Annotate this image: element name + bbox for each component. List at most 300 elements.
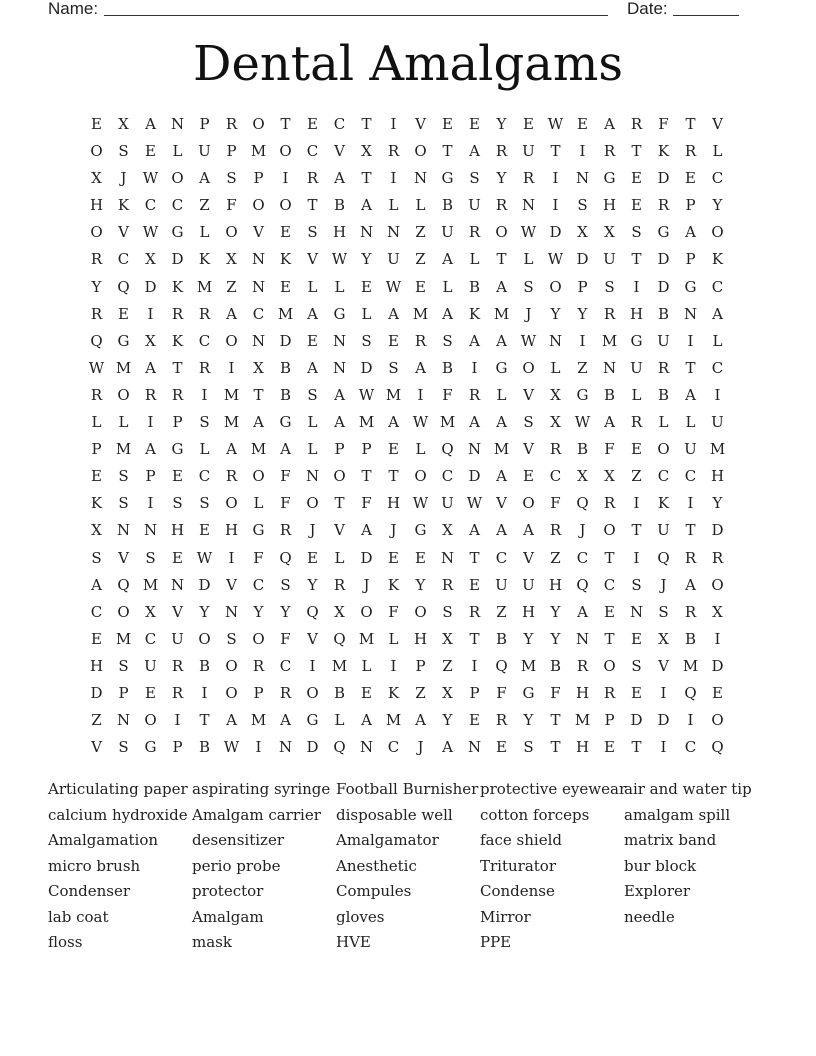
grid-letter: O bbox=[225, 683, 238, 702]
word-bank-column bbox=[192, 777, 336, 956]
grid-letter: I bbox=[147, 494, 154, 513]
grid-letter: U bbox=[684, 440, 697, 459]
grid-row bbox=[83, 111, 731, 138]
grid-letter: F bbox=[388, 602, 399, 621]
grid-letter: H bbox=[170, 521, 185, 540]
grid-letter: P bbox=[334, 440, 345, 459]
grid-letter: Q bbox=[684, 683, 697, 702]
grid-letter: L bbox=[496, 385, 507, 404]
grid-letter: V bbox=[415, 115, 426, 133]
grid-letter: Z bbox=[415, 223, 426, 242]
grid-letter: N bbox=[278, 738, 293, 757]
grid-letter: I bbox=[471, 656, 478, 675]
word-bank-column bbox=[336, 777, 480, 956]
grid-letter: M bbox=[115, 629, 132, 648]
grid-letter: M bbox=[331, 656, 348, 675]
grid-letter: R bbox=[495, 196, 508, 215]
grid-letter: V bbox=[712, 115, 723, 133]
grid-letter: B bbox=[495, 629, 508, 648]
grid-letter: D bbox=[711, 521, 724, 540]
grid-letter: T bbox=[442, 142, 453, 161]
grid-letter: C bbox=[657, 467, 670, 486]
word-bank-item: gloves bbox=[336, 907, 385, 926]
grid-letter: E bbox=[415, 277, 426, 296]
grid-letter: V bbox=[334, 142, 345, 161]
word-bank-item: bur block bbox=[624, 856, 697, 875]
grid-row bbox=[83, 436, 731, 463]
grid-letter: C bbox=[306, 142, 319, 161]
grid-letter: E bbox=[631, 440, 642, 459]
word-bank-item: Triturator bbox=[480, 856, 557, 875]
grid-letter: B bbox=[657, 385, 670, 404]
grid-letter: L bbox=[334, 277, 345, 296]
grid-letter: E bbox=[118, 304, 129, 323]
grid-letter: D bbox=[90, 683, 103, 702]
grid-letter: S bbox=[631, 575, 642, 594]
grid-letter: N bbox=[575, 629, 590, 648]
grid-letter: E bbox=[712, 683, 723, 702]
grid-letter: T bbox=[307, 196, 318, 215]
grid-letter: Q bbox=[90, 331, 103, 350]
word-bank-item: HVE bbox=[336, 933, 371, 951]
grid-letter: A bbox=[496, 331, 507, 350]
grid-letter: B bbox=[468, 277, 481, 296]
grid-letter: W bbox=[385, 277, 402, 296]
grid-letter: L bbox=[415, 196, 426, 215]
grid-letter: Q bbox=[495, 656, 508, 675]
grid-letter: T bbox=[685, 358, 696, 377]
name-blank-line bbox=[104, 15, 608, 16]
grid-letter: O bbox=[171, 169, 184, 188]
grid-letter: B bbox=[684, 629, 697, 648]
grid-letter: Z bbox=[415, 250, 426, 269]
word-bank-item: face shield bbox=[480, 831, 562, 849]
grid-letter: J bbox=[579, 521, 586, 540]
grid-letter: T bbox=[604, 548, 615, 567]
grid-letter: H bbox=[710, 467, 725, 486]
grid-letter: S bbox=[361, 331, 372, 350]
grid-letter: F bbox=[550, 494, 561, 513]
grid-letter: E bbox=[631, 683, 642, 702]
grid-letter: A bbox=[604, 413, 615, 432]
grid-letter: E bbox=[172, 548, 183, 567]
grid-letter: A bbox=[523, 521, 534, 540]
word-bank-item: lab coat bbox=[48, 907, 109, 926]
grid-letter: P bbox=[172, 413, 183, 432]
grid-letter: F bbox=[658, 115, 669, 133]
grid-letter: P bbox=[415, 656, 426, 675]
word-bank-item: protective eyewear bbox=[480, 780, 627, 798]
grid-letter: I bbox=[714, 629, 721, 648]
grid-letter: W bbox=[196, 548, 213, 567]
grid-letter: O bbox=[279, 142, 292, 161]
grid-letter: X bbox=[442, 521, 453, 540]
grid-letter: T bbox=[685, 115, 696, 133]
grid-letter: B bbox=[198, 738, 211, 757]
grid-letter: K bbox=[711, 250, 724, 269]
grid-letter: I bbox=[147, 413, 154, 432]
word-bank-item: air and water tip bbox=[624, 780, 752, 798]
grid-letter: I bbox=[633, 548, 640, 567]
grid-letter: S bbox=[307, 385, 318, 404]
grid-letter: N bbox=[143, 521, 158, 540]
grid-letter: I bbox=[552, 196, 559, 215]
grid-letter: C bbox=[684, 738, 697, 757]
grid-letter: D bbox=[657, 250, 670, 269]
grid-letter: E bbox=[199, 521, 210, 540]
grid-row bbox=[83, 246, 731, 273]
grid-letter: E bbox=[307, 115, 318, 133]
grid-letter: P bbox=[145, 467, 156, 486]
grid-letter: B bbox=[603, 385, 616, 404]
grid-letter: W bbox=[223, 738, 240, 757]
grid-letter: O bbox=[414, 602, 427, 621]
grid-letter: G bbox=[576, 385, 589, 404]
grid-letter: R bbox=[90, 304, 103, 323]
grid-row bbox=[83, 192, 731, 219]
grid-letter: E bbox=[523, 467, 534, 486]
grid-letter: S bbox=[631, 656, 642, 675]
word-bank-item: Amalgam carrier bbox=[192, 805, 321, 824]
grid-letter: K bbox=[171, 277, 184, 296]
grid-letter: M bbox=[250, 142, 267, 161]
grid-letter: G bbox=[684, 277, 697, 296]
grid-letter: H bbox=[224, 521, 239, 540]
grid-letter: R bbox=[279, 521, 292, 540]
grid-letter: Y bbox=[577, 304, 588, 323]
grid-letter: J bbox=[309, 521, 316, 540]
grid-letter: J bbox=[120, 169, 127, 188]
grid-letter: A bbox=[577, 602, 588, 621]
grid-letter: V bbox=[91, 738, 102, 757]
grid-letter: I bbox=[687, 494, 694, 513]
grid-letter: L bbox=[388, 629, 399, 648]
grid-letter: U bbox=[468, 196, 481, 215]
grid-letter: Q bbox=[279, 548, 292, 567]
grid-letter: L bbox=[469, 250, 480, 269]
grid-letter: I bbox=[471, 358, 478, 377]
grid-letter: S bbox=[577, 196, 588, 215]
grid-letter: K bbox=[90, 494, 103, 513]
grid-letter: Q bbox=[657, 548, 670, 567]
grid-letter: A bbox=[469, 413, 480, 432]
grid-letter: Z bbox=[631, 467, 642, 486]
word-bank-item: disposable well bbox=[336, 805, 453, 824]
grid-letter: C bbox=[333, 115, 346, 133]
grid-letter: I bbox=[390, 656, 397, 675]
name-date-header bbox=[48, 0, 748, 20]
grid-letter: E bbox=[307, 331, 318, 350]
grid-letter: N bbox=[251, 250, 266, 269]
grid-letter: Y bbox=[280, 602, 291, 621]
grid-letter: O bbox=[522, 358, 535, 377]
grid-row bbox=[83, 545, 731, 572]
grid-letter: T bbox=[496, 250, 507, 269]
grid-letter: B bbox=[333, 683, 346, 702]
grid-letter: A bbox=[685, 575, 696, 594]
grid-letter: C bbox=[144, 629, 157, 648]
grid-letter: V bbox=[334, 521, 345, 540]
grid-letter: O bbox=[252, 115, 265, 133]
grid-letter: P bbox=[253, 683, 264, 702]
grid-letter: Q bbox=[333, 629, 346, 648]
grid-letter: N bbox=[116, 521, 131, 540]
grid-letter: N bbox=[170, 575, 185, 594]
grid-letter: Y bbox=[91, 277, 102, 296]
grid-letter: A bbox=[280, 440, 291, 459]
grid-letter: P bbox=[118, 683, 129, 702]
grid-letter: M bbox=[115, 358, 132, 377]
grid-letter: H bbox=[602, 196, 617, 215]
grid-letter: R bbox=[171, 656, 184, 675]
grid-letter: V bbox=[172, 602, 183, 621]
grid-letter: F bbox=[442, 385, 453, 404]
grid-letter: A bbox=[307, 358, 318, 377]
grid-letter: K bbox=[198, 250, 211, 269]
grid-letter: I bbox=[579, 142, 586, 161]
grid-letter: W bbox=[412, 494, 429, 513]
grid-letter: O bbox=[252, 629, 265, 648]
grid-letter: U bbox=[441, 223, 454, 242]
grid-letter: M bbox=[223, 385, 240, 404]
grid-letter: R bbox=[684, 548, 697, 567]
grid-letter: R bbox=[549, 521, 562, 540]
grid-letter: R bbox=[684, 142, 697, 161]
grid-letter: J bbox=[660, 575, 667, 594]
grid-letter: X bbox=[145, 250, 156, 269]
word-bank-item: protector bbox=[192, 882, 264, 900]
grid-letter: T bbox=[469, 629, 480, 648]
grid-letter: A bbox=[496, 521, 507, 540]
grid-letter: R bbox=[279, 683, 292, 702]
grid-letter: H bbox=[332, 223, 347, 242]
grid-letter: V bbox=[118, 548, 129, 567]
grid-letter: I bbox=[228, 358, 235, 377]
grid-letter: M bbox=[385, 711, 402, 730]
grid-letter: T bbox=[631, 521, 642, 540]
grid-letter: W bbox=[466, 494, 483, 513]
grid-letter: I bbox=[633, 494, 640, 513]
grid-letter: S bbox=[307, 223, 318, 242]
grid-letter: S bbox=[226, 169, 237, 188]
grid-letter: F bbox=[361, 494, 372, 513]
grid-letter: D bbox=[549, 223, 562, 242]
grid-letter: X bbox=[712, 602, 723, 621]
date-blank-line bbox=[673, 15, 739, 16]
grid-letter: R bbox=[468, 602, 481, 621]
grid-letter: X bbox=[604, 223, 615, 242]
grid-letter: X bbox=[334, 602, 345, 621]
grid-letter: E bbox=[631, 629, 642, 648]
grid-letter: L bbox=[199, 440, 210, 459]
grid-letter: W bbox=[547, 115, 564, 133]
grid-letter: T bbox=[550, 738, 561, 757]
grid-letter: B bbox=[279, 385, 292, 404]
grid-letter: I bbox=[282, 169, 289, 188]
grid-letter: C bbox=[144, 196, 157, 215]
grid-letter: Y bbox=[361, 250, 372, 269]
grid-letter: R bbox=[468, 385, 481, 404]
grid-row bbox=[83, 382, 731, 409]
grid-letter: A bbox=[469, 521, 480, 540]
grid-letter: V bbox=[118, 223, 129, 242]
grid-row bbox=[83, 490, 731, 517]
grid-letter: D bbox=[630, 711, 643, 730]
grid-letter: B bbox=[333, 196, 346, 215]
word-bank-item: floss bbox=[48, 933, 83, 951]
word-bank-item: PPE bbox=[480, 933, 512, 951]
grid-letter: Y bbox=[442, 711, 453, 730]
grid-letter: O bbox=[549, 277, 562, 296]
grid-letter: D bbox=[576, 250, 589, 269]
grid-letter: I bbox=[390, 115, 397, 133]
grid-row bbox=[83, 734, 731, 761]
grid-letter: C bbox=[198, 467, 211, 486]
grid-letter: C bbox=[711, 277, 724, 296]
grid-letter: R bbox=[522, 169, 535, 188]
grid-letter: A bbox=[334, 169, 345, 188]
grid-letter: Q bbox=[441, 440, 454, 459]
grid-letter: K bbox=[387, 683, 400, 702]
grid-letter: A bbox=[145, 358, 156, 377]
grid-row bbox=[83, 572, 731, 599]
grid-letter: L bbox=[361, 304, 372, 323]
grid-letter: E bbox=[685, 169, 696, 188]
grid-letter: P bbox=[577, 277, 588, 296]
grid-letter: H bbox=[89, 196, 104, 215]
grid-letter: M bbox=[493, 440, 510, 459]
grid-letter: Y bbox=[712, 494, 723, 513]
grid-letter: M bbox=[142, 575, 159, 594]
grid-letter: N bbox=[359, 223, 374, 242]
grid-letter: S bbox=[118, 738, 129, 757]
grid-row bbox=[83, 219, 731, 246]
grid-letter: P bbox=[469, 683, 480, 702]
grid-letter: O bbox=[414, 142, 427, 161]
grid-letter: F bbox=[280, 467, 291, 486]
grid-letter: G bbox=[657, 223, 670, 242]
grid-letter: M bbox=[358, 413, 375, 432]
grid-letter: H bbox=[521, 602, 536, 621]
grid-letter: E bbox=[91, 115, 102, 133]
grid-letter: N bbox=[440, 548, 455, 567]
grid-letter: O bbox=[522, 494, 535, 513]
grid-letter: L bbox=[334, 548, 345, 567]
grid-letter: D bbox=[711, 656, 724, 675]
grid-letter: Y bbox=[496, 169, 507, 188]
grid-letter: O bbox=[360, 602, 373, 621]
grid-letter: N bbox=[332, 331, 347, 350]
grid-letter: S bbox=[388, 358, 399, 377]
grid-letter: O bbox=[252, 467, 265, 486]
grid-letter: C bbox=[711, 358, 724, 377]
grid-letter: X bbox=[226, 250, 237, 269]
grid-letter: N bbox=[683, 304, 698, 323]
grid-letter: L bbox=[91, 413, 102, 432]
grid-letter: M bbox=[196, 277, 213, 296]
grid-letter: Z bbox=[226, 277, 237, 296]
grid-letter: A bbox=[685, 223, 696, 242]
grid-letter: T bbox=[280, 115, 291, 133]
grid-letter: W bbox=[142, 223, 159, 242]
grid-letter: G bbox=[441, 169, 454, 188]
grid-letter: X bbox=[253, 358, 264, 377]
grid-letter: N bbox=[629, 602, 644, 621]
grid-letter: P bbox=[604, 711, 615, 730]
name-label: Name: bbox=[48, 0, 99, 18]
grid-letter: O bbox=[603, 656, 616, 675]
grid-letter: R bbox=[630, 413, 643, 432]
grid-letter: K bbox=[387, 575, 400, 594]
grid-letter: H bbox=[629, 304, 644, 323]
date-label: Date: bbox=[627, 0, 668, 18]
grid-letter: I bbox=[552, 169, 559, 188]
grid-letter: H bbox=[548, 575, 563, 594]
grid-letter: T bbox=[253, 385, 264, 404]
grid-letter: L bbox=[307, 277, 318, 296]
grid-letter: C bbox=[198, 331, 211, 350]
grid-letter: R bbox=[198, 304, 211, 323]
grid-letter: V bbox=[307, 629, 318, 648]
grid-letter: R bbox=[414, 331, 427, 350]
grid-letter: Y bbox=[415, 575, 426, 594]
grid-letter: T bbox=[361, 467, 372, 486]
grid-letter: R bbox=[441, 575, 454, 594]
grid-letter: T bbox=[361, 115, 372, 133]
grid-letter: L bbox=[415, 440, 426, 459]
grid-letter: V bbox=[523, 548, 534, 567]
grid-letter: K bbox=[657, 494, 670, 513]
grid-letter: I bbox=[660, 738, 667, 757]
grid-letter: A bbox=[604, 115, 615, 133]
grid-letter: T bbox=[469, 548, 480, 567]
grid-letter: E bbox=[388, 440, 399, 459]
grid-letter: S bbox=[280, 575, 291, 594]
word-bank-item: Condense bbox=[480, 882, 555, 900]
grid-letter: N bbox=[251, 277, 266, 296]
grid-letter: L bbox=[685, 413, 696, 432]
grid-letter: W bbox=[574, 413, 591, 432]
grid-letter: T bbox=[631, 738, 642, 757]
grid-letter: D bbox=[657, 169, 670, 188]
grid-letter: G bbox=[333, 304, 346, 323]
grid-letter: I bbox=[633, 277, 640, 296]
grid-letter: T bbox=[172, 358, 183, 377]
grid-letter: G bbox=[522, 683, 535, 702]
grid-letter: O bbox=[495, 223, 508, 242]
grid-letter: U bbox=[441, 494, 454, 513]
grid-letter: X bbox=[577, 223, 588, 242]
grid-letter: N bbox=[251, 331, 266, 350]
grid-letter: R bbox=[306, 169, 319, 188]
grid-letter: O bbox=[225, 656, 238, 675]
grid-letter: A bbox=[361, 196, 372, 215]
word-search-grid bbox=[83, 111, 731, 761]
grid-letter: R bbox=[468, 223, 481, 242]
grid-letter: T bbox=[631, 142, 642, 161]
grid-letter: A bbox=[496, 277, 507, 296]
grid-letter: E bbox=[388, 331, 399, 350]
grid-letter: M bbox=[493, 304, 510, 323]
grid-letter: Y bbox=[550, 602, 561, 621]
grid-letter: X bbox=[604, 467, 615, 486]
grid-letter: O bbox=[711, 223, 724, 242]
grid-letter: L bbox=[523, 250, 534, 269]
grid-row bbox=[83, 138, 731, 165]
grid-letter: X bbox=[118, 115, 129, 133]
grid-letter: O bbox=[117, 385, 130, 404]
grid-letter: S bbox=[226, 629, 237, 648]
